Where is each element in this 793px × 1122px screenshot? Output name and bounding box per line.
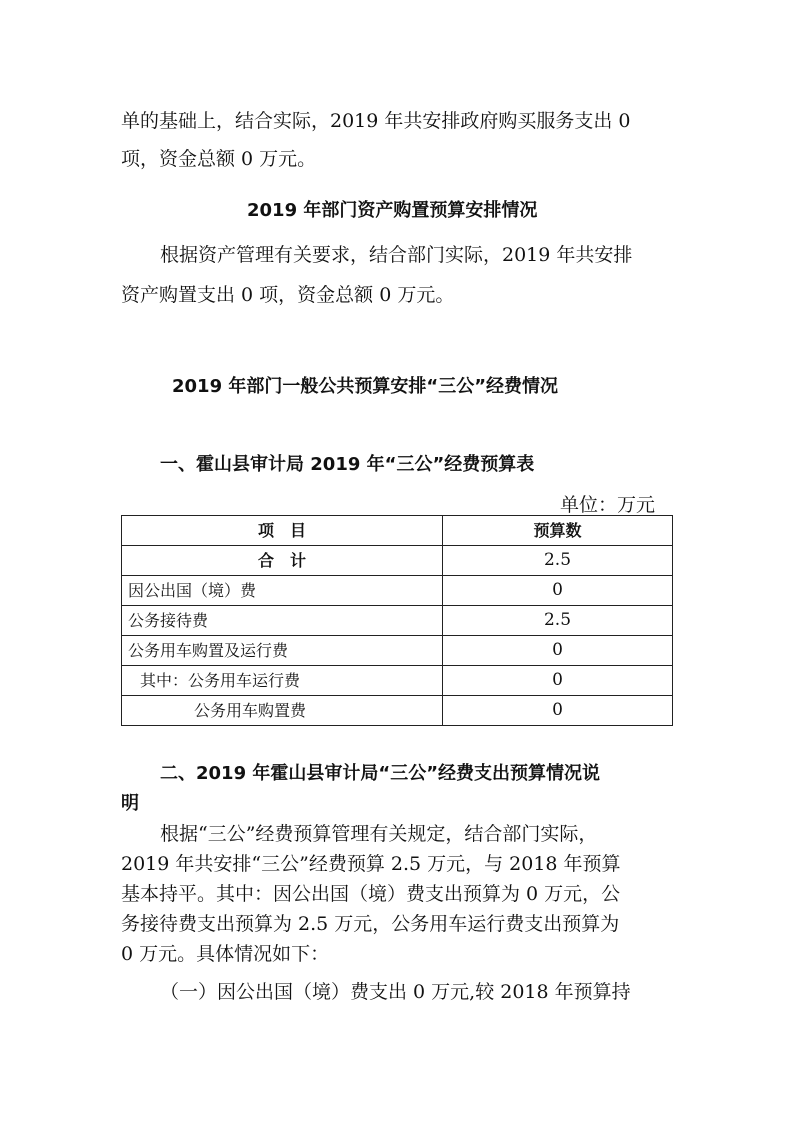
paragraph-line: 2019 年共安排“三公”经费预算 2.5 万元，与 2018 年预算	[121, 853, 621, 875]
table-row	[122, 606, 673, 636]
paragraph-line: 0 万元。具体情况如下：	[121, 943, 330, 965]
row-value: 0	[443, 666, 673, 696]
row-label: 公务接待费	[122, 606, 443, 636]
table-header-row	[122, 516, 673, 546]
header-amount: 预算数	[443, 516, 673, 546]
row-value: 0	[443, 696, 673, 726]
paragraph-line: 项，资金总额 0 万元。	[121, 148, 317, 170]
table-row	[122, 636, 673, 666]
paragraph-line: 根据“三公”经费预算管理有关规定，结合部门实际，	[160, 823, 598, 845]
explain-section-title-cont: 明	[121, 793, 139, 814]
row-label: 公务用车购置及运行费	[122, 636, 443, 666]
paragraph-line: 基本持平。其中：因公出国（境）费支出预算为 0 万元，公	[121, 883, 621, 905]
header-item: 项 目	[122, 516, 443, 546]
row-label: 因公出国（境）费	[122, 576, 443, 606]
row-value: 2.5	[443, 606, 673, 636]
explain-section-title: 二、2019 年霍山县审计局“三公”经费支出预算情况说	[160, 763, 601, 784]
paragraph-line: （一）因公出国（境）费支出 0 万元,较 2018 年预算持	[160, 981, 631, 1003]
row-label: 公务用车购置费	[122, 696, 443, 726]
paragraph-line: 根据资产管理有关要求，结合部门实际，2019 年共安排	[160, 244, 633, 266]
table-row	[122, 576, 673, 606]
paragraph-line: 资产购置支出 0 项，资金总额 0 万元。	[121, 284, 455, 306]
table-title: 一、霍山县审计局 2019 年“三公”经费预算表	[160, 454, 535, 475]
row-label: 合 计	[122, 546, 443, 576]
row-value: 0	[443, 636, 673, 666]
table-row	[122, 666, 673, 696]
table-row	[122, 696, 673, 726]
sangong-section-title: 2019 年部门一般公共预算安排“三公”经费情况	[172, 376, 559, 397]
row-value: 0	[443, 576, 673, 606]
row-value: 2.5	[443, 546, 673, 576]
paragraph-line: 务接待费支出预算为 2.5 万元，公务用车运行费支出预算为	[121, 913, 620, 935]
asset-section-title: 2019 年部门资产购置预算安排情况	[247, 200, 538, 221]
budget-table	[121, 515, 672, 726]
paragraph-line: 单的基础上，结合实际，2019 年共安排政府购买服务支出 0	[121, 110, 631, 132]
table-row	[122, 546, 673, 576]
unit-label: 单位：万元	[560, 494, 656, 516]
row-label: 其中：公务用车运行费	[122, 666, 443, 696]
